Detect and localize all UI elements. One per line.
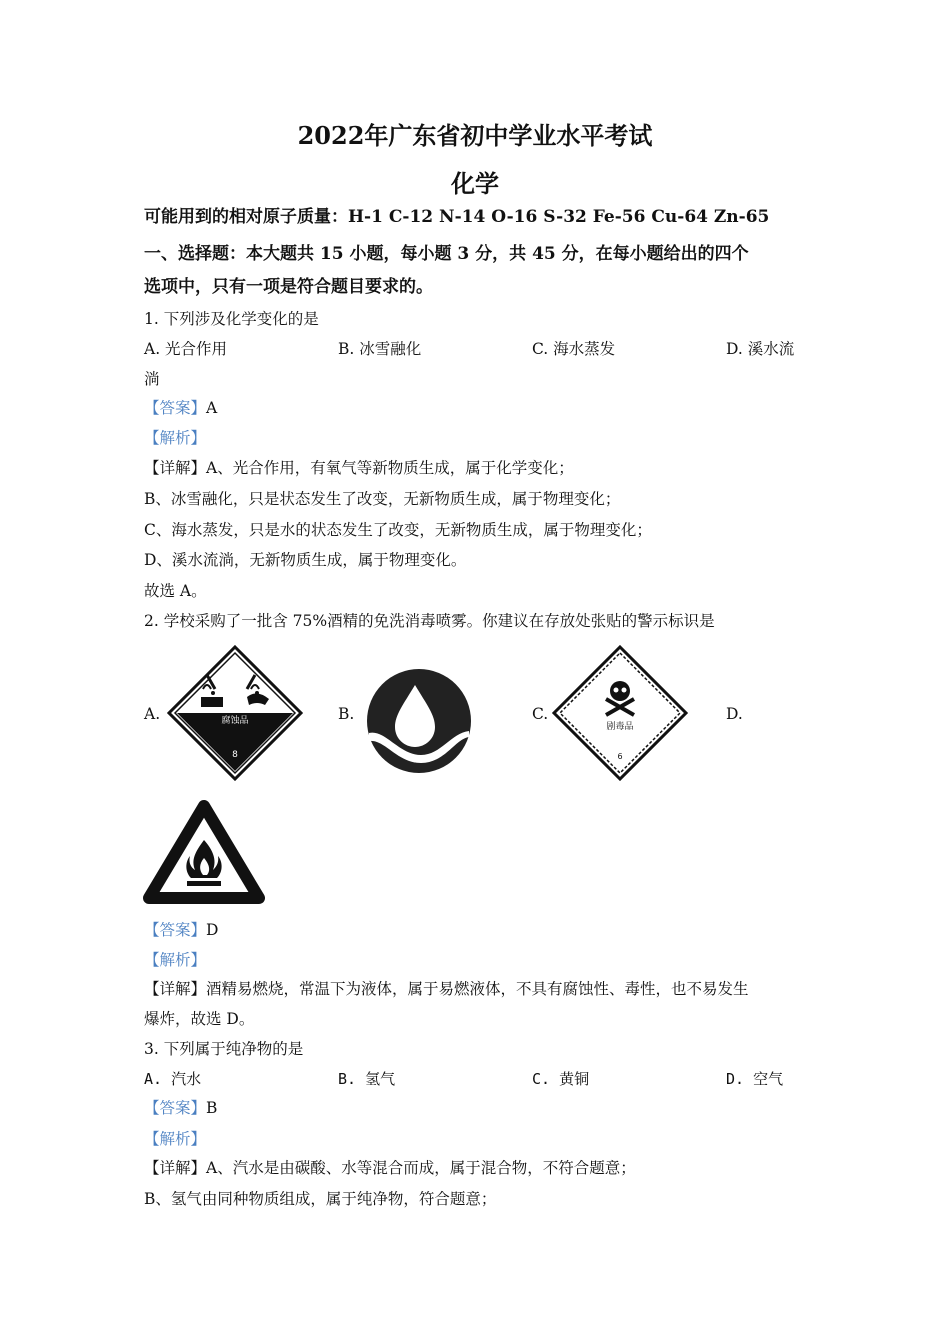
section-heading-line1: 一、选择题：本大题共 15 小题，每小题 3 分，共 45 分，在每小题给出的四个: [144, 244, 749, 264]
q1-detail-2: B、冰雪融化，只是状态发生了改变，无新物质生成，属于物理变化；: [144, 490, 621, 508]
q1-option-b: B. 冰雪融化: [338, 340, 422, 358]
q1-option-d-continued: 淌: [144, 370, 160, 388]
q1-answer: [144, 397, 809, 419]
toxic-class: 6: [617, 752, 623, 761]
corrosive-label: 腐蚀品: [221, 716, 249, 726]
q2-option-a: A.: [144, 705, 161, 723]
q3-option-b: B. 氢气: [338, 1070, 396, 1088]
flammable-sign-icon: [143, 800, 265, 904]
exam-title: 2022年广东省初中学业水平考试: [297, 121, 653, 150]
q1-conclusion: 故选 A。: [144, 582, 207, 600]
q1-stem: 1. 下列涉及化学变化的是: [144, 310, 319, 328]
q2-analysis-tag: 【解析】: [144, 951, 207, 969]
q3-analysis-tag: 【解析】: [144, 1130, 207, 1148]
q2-option-d: D.: [726, 705, 743, 723]
q1-analysis-tag: 【解析】: [144, 429, 207, 447]
toxic-sign-icon: [552, 645, 688, 781]
q3-detail-2: B、氢气由同种物质组成，属于纯净物，符合题意；: [144, 1190, 497, 1208]
q1-detail-3: C、海水蒸发，只是水的状态发生了改变，无新物质生成，属于物理变化；: [144, 521, 652, 539]
q3-option-d: D. 空气: [726, 1070, 784, 1088]
q3-answer: [144, 1097, 809, 1119]
q2-stem: 2. 学校采购了一批含 75%酒精的免洗消毒喷雾。你建议在存放处张贴的警示标识是: [144, 612, 715, 630]
q3-option-c: C. 黄铜: [532, 1070, 590, 1088]
answer-value: D: [206, 921, 219, 939]
answer-tag: 【答案】: [144, 921, 207, 939]
q2-option-c: C.: [532, 705, 549, 723]
corrosive-class: 8: [232, 750, 238, 760]
section-heading-line2: 选项中，只有一项是符合题目要求的。: [144, 277, 433, 297]
q3-detail-1: 【详解】A、汽水是由碳酸、水等混合而成，属于混合物，不符合题意；: [144, 1159, 636, 1177]
q1-detail-1: 【详解】A、光合作用，有氧气等新物质生成，属于化学变化；: [144, 459, 574, 477]
q2-detail-2: 爆炸，故选 D。: [144, 1010, 255, 1028]
q3-stem: 3. 下列属于纯净物的是: [144, 1040, 304, 1058]
exam-subject: 化学: [451, 169, 499, 198]
q1-detail-4: D、溪水流淌，无新物质生成，属于物理变化。: [144, 551, 467, 569]
q2-option-b: B.: [338, 705, 355, 723]
q3-option-a: A. 汽水: [144, 1070, 202, 1088]
q1-option-d: D. 溪水流: [726, 340, 795, 358]
answer-value: B: [206, 1099, 218, 1117]
answer-value: A: [206, 399, 218, 417]
q2-detail-1: 【详解】酒精易燃烧，常温下为液体，属于易燃液体，不具有腐蚀性、毒性，也不易发生: [144, 980, 749, 998]
q2-answer: [144, 919, 809, 941]
toxic-label: 剧毒品: [606, 722, 634, 732]
answer-tag: 【答案】: [144, 399, 207, 417]
water-drop-sign-icon: [365, 667, 473, 775]
atomic-masses: 可能用到的相对原子质量：H-1 C-12 N-14 O-16 S-32 Fe-56 Cu-64 Zn-65: [144, 207, 770, 227]
q1-option-a: A. 光合作用: [144, 340, 228, 358]
q1-option-c: C. 海水蒸发: [532, 340, 616, 358]
answer-tag: 【答案】: [144, 1099, 207, 1117]
corrosive-sign-icon: [167, 645, 303, 781]
